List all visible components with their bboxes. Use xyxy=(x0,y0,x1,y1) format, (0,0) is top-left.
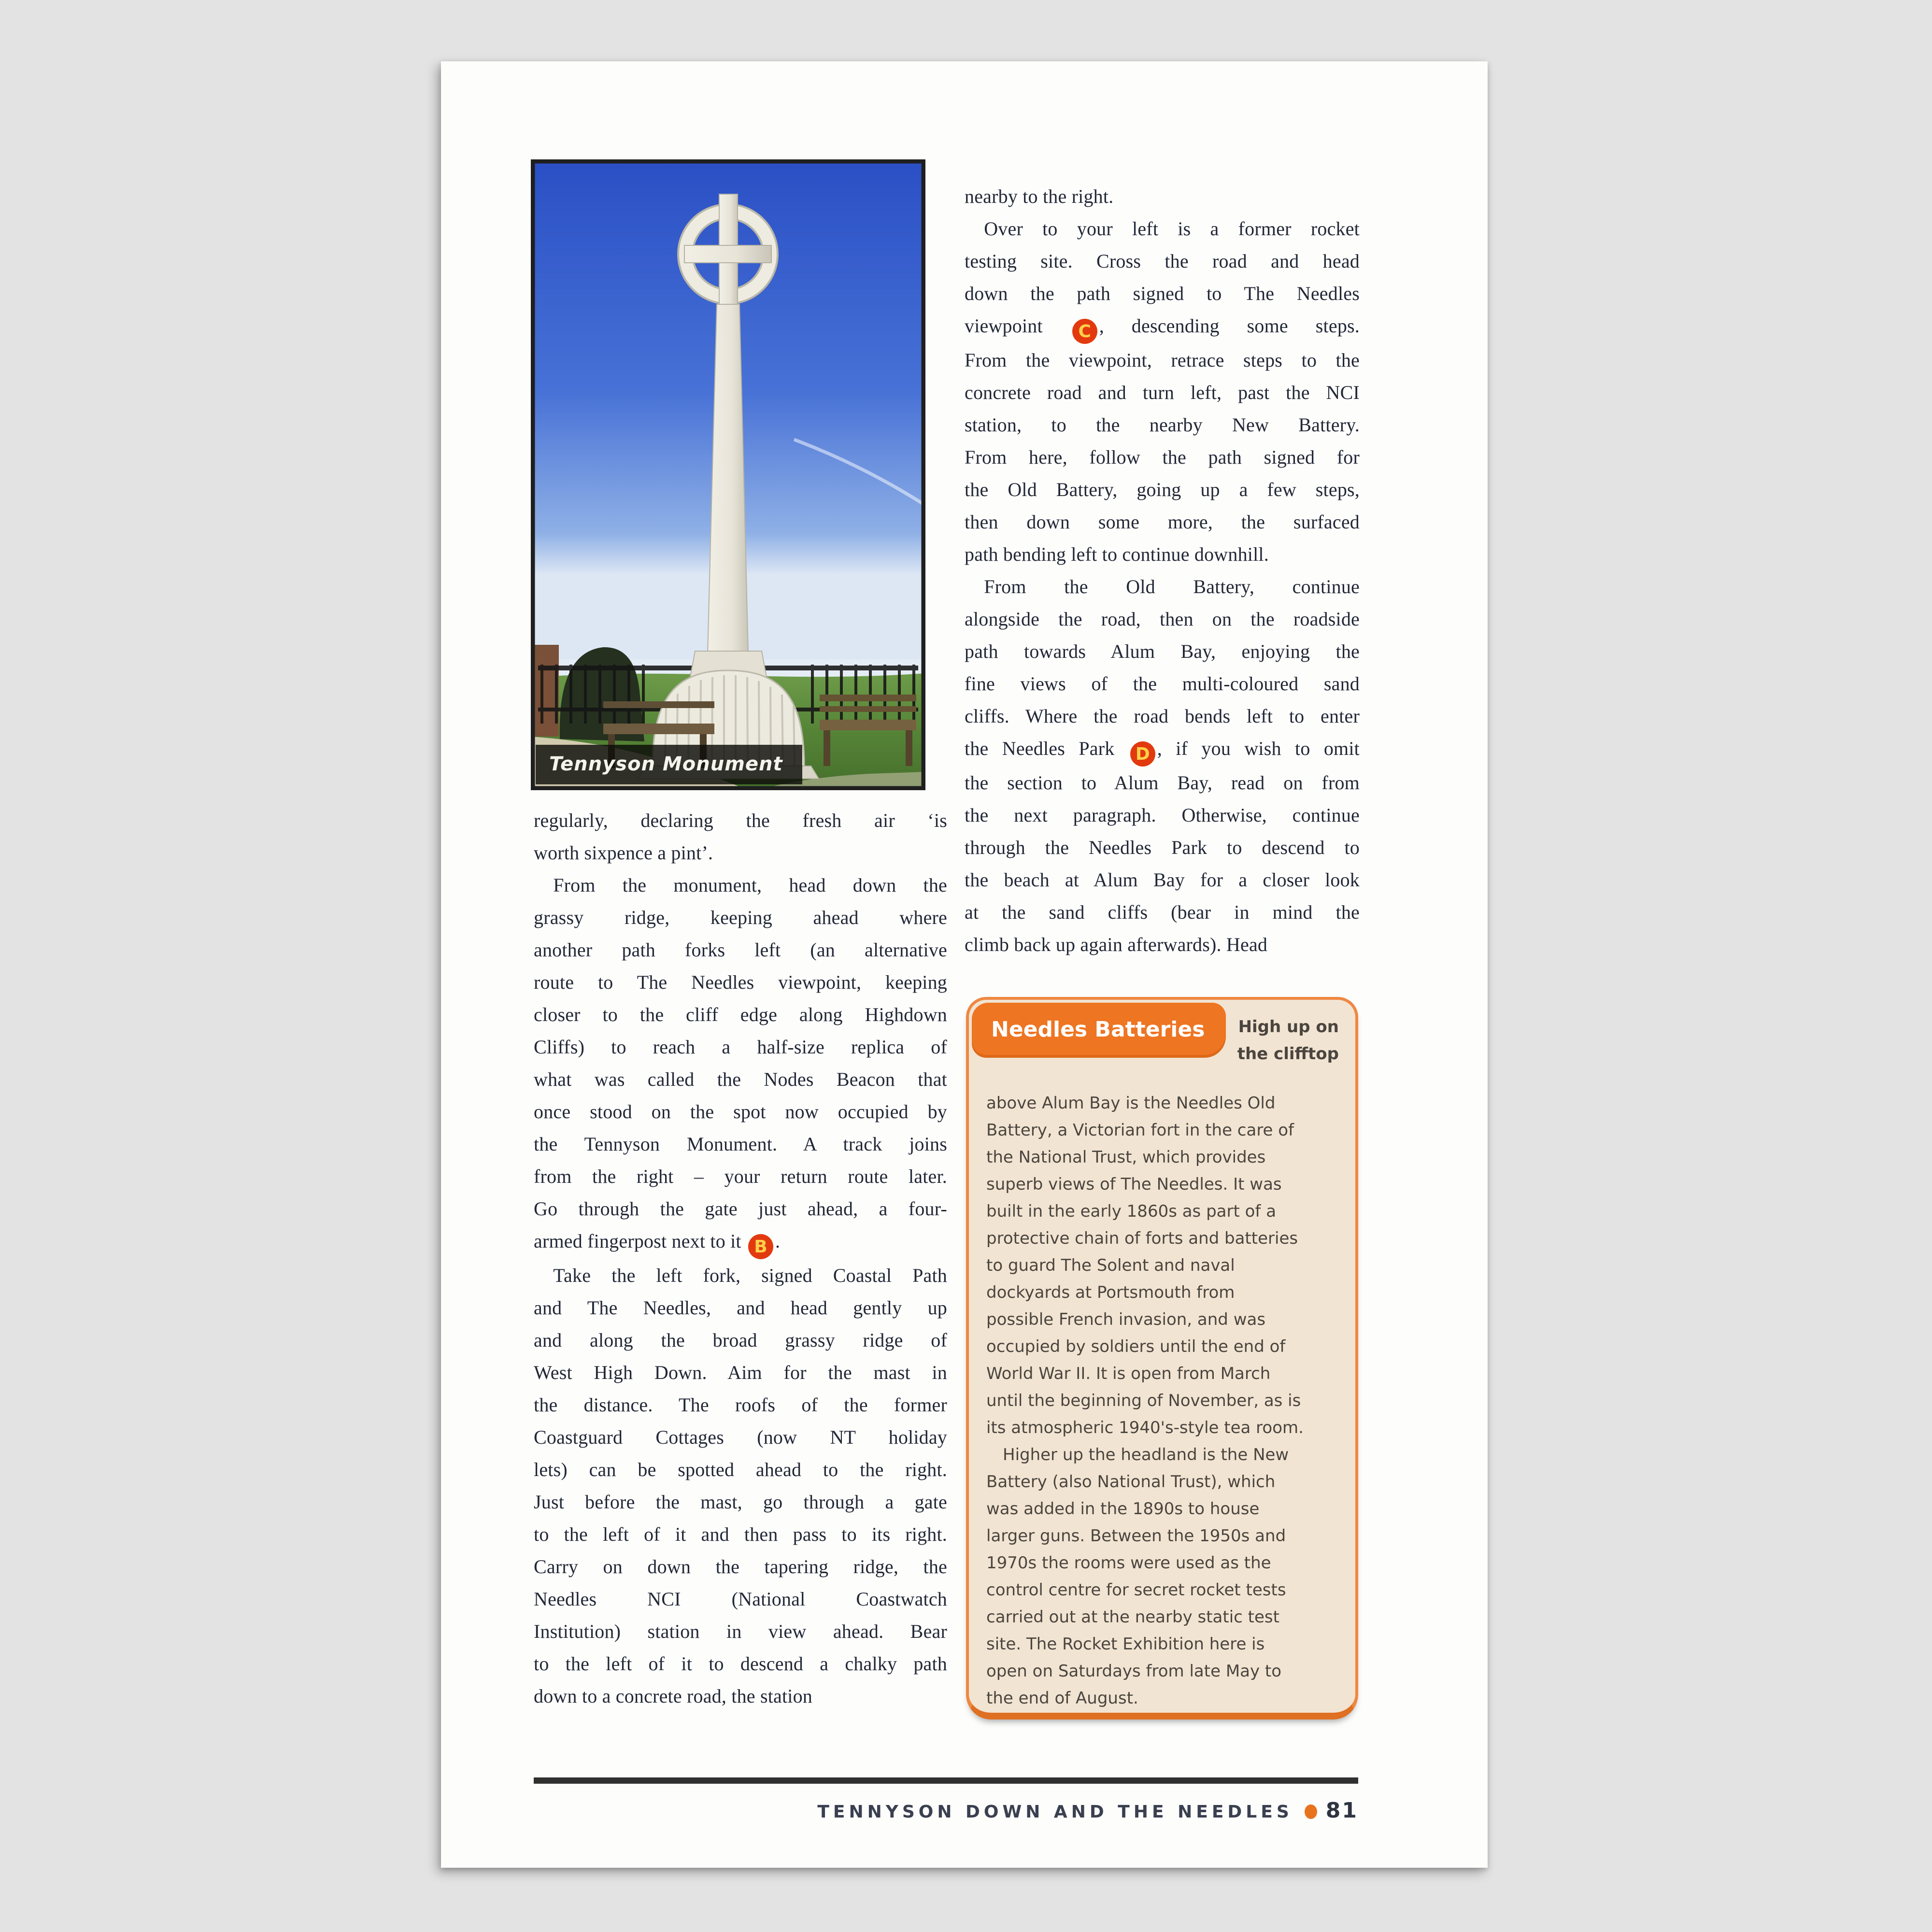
text-line: built in the early 1860s as part of a xyxy=(986,1202,1277,1221)
text-line: closer to the cliff edge along Highdown xyxy=(534,1004,947,1025)
text-line: the Needles Park D , if you wish to omit xyxy=(965,732,1360,767)
text-line: 1970s the rooms were used as the xyxy=(986,1553,1271,1573)
text-line: Higher up the headland is the New xyxy=(986,1445,1289,1464)
text-line: the end of August. xyxy=(986,1689,1138,1708)
text-line: concrete road and turn left, past the NCI xyxy=(965,382,1360,403)
text-line: grassy ridge, keeping ahead where xyxy=(534,907,947,928)
text-line: to guard The Solent and naval xyxy=(986,1256,1235,1275)
text-line: the beach at Alum Bay for a closer look xyxy=(965,869,1360,891)
text-line: the distance. The roofs of the former xyxy=(534,1394,947,1416)
text-line: the Tennyson Monument. A track joins xyxy=(534,1133,947,1155)
info-box-intro-line: High up on xyxy=(1238,1017,1339,1037)
text-line: station, to the nearby New Battery. xyxy=(965,414,1360,436)
info-box-intro-line: the clifftop xyxy=(1237,1044,1339,1064)
text-line: worth sixpence a pint’. xyxy=(534,842,713,864)
text-line: the National Trust, which provides xyxy=(986,1148,1266,1167)
text-line: down the path signed to The Needles xyxy=(965,283,1360,304)
text-line: site. The Rocket Exhibition here is xyxy=(986,1634,1265,1654)
route-marker-c-icon: C xyxy=(1072,319,1097,344)
text-line: Just before the mast, go through a gate xyxy=(534,1491,947,1513)
footer-page-number: 81 xyxy=(1325,1798,1358,1823)
monument-cross-horizontal xyxy=(684,245,771,263)
text-line: what was called the Nodes Beacon that xyxy=(534,1068,947,1090)
monument-photo xyxy=(531,159,925,790)
text-line: until the beginning of November, as is xyxy=(986,1391,1301,1410)
text-line: Battery (also National Trust), which xyxy=(986,1472,1276,1492)
monument-photo-illustration xyxy=(531,159,925,790)
info-box-title: Needles Batteries xyxy=(972,1003,1226,1058)
text-line: West High Down. Aim for the mast in xyxy=(534,1362,947,1383)
text-line: to the left of it to descend a chalky path xyxy=(534,1653,947,1675)
photo-brick-pillar xyxy=(531,645,559,737)
text-line: above Alum Bay is the Needles Old xyxy=(986,1094,1276,1113)
text-line: From here, follow the path signed for xyxy=(965,446,1360,468)
footer xyxy=(534,1798,1358,1823)
book-page xyxy=(441,61,1488,1868)
text-line: another path forks left (an alternative xyxy=(534,939,947,961)
text-line: alongside the road, then on the roadside xyxy=(965,608,1360,630)
info-box-needles-batteries xyxy=(966,997,1358,1719)
text-line: Needles NCI (National Coastwatch xyxy=(534,1588,947,1610)
info-box-body xyxy=(986,1090,1350,1712)
text-line: the Old Battery, going up a few steps, xyxy=(965,479,1360,500)
text-line: Carry on down the tapering ridge, the xyxy=(534,1556,947,1577)
text-line: armed fingerpost next to it B . xyxy=(534,1225,947,1259)
info-box-intro xyxy=(1237,1013,1339,1067)
text-line: larger guns. Between the 1950s and xyxy=(986,1526,1286,1546)
photo-caption: Tennyson Monument xyxy=(536,745,802,784)
text-line: From the Old Battery, continue xyxy=(965,576,1360,597)
text-line: the section to Alum Bay, read on from xyxy=(965,772,1360,794)
text-column-right xyxy=(965,180,1360,961)
text-column-left xyxy=(534,804,947,1712)
route-marker-b-icon: B xyxy=(748,1234,773,1259)
text-line: testing site. Cross the road and head xyxy=(965,250,1360,272)
text-line: possible French invasion, and was xyxy=(986,1310,1266,1329)
text-line: climb back up again afterwards). Head xyxy=(965,934,1268,955)
text-line: control centre for secret rocket tests xyxy=(986,1580,1286,1600)
text-line: down to a concrete road, the station xyxy=(534,1685,813,1707)
text-line: to the left of it and then pass to its right. xyxy=(534,1523,947,1545)
text-line: Cliffs) to reach a half-size replica of xyxy=(534,1036,947,1058)
text-line: nearby to the right. xyxy=(965,185,1114,207)
text-line: fine views of the multi-coloured sand xyxy=(965,673,1360,695)
text-line: Coastguard Cottages (now NT holiday xyxy=(534,1426,947,1448)
footer-dot-icon xyxy=(1305,1804,1317,1819)
text-line: viewpoint C , descending some steps. xyxy=(965,310,1360,344)
text-line: its atmospheric 1940's-style tea room. xyxy=(986,1418,1304,1437)
text-line: from the right – your return route later. xyxy=(534,1165,947,1187)
text-line: the next paragraph. Otherwise, continue xyxy=(965,804,1360,826)
text-line: regularly, declaring the fresh air ‘is xyxy=(534,810,947,831)
text-line: route to The Needles viewpoint, keeping xyxy=(534,971,947,993)
text-line: dockyards at Portsmouth from xyxy=(986,1283,1235,1302)
text-line: From the viewpoint, retrace steps to the xyxy=(965,349,1360,371)
text-line: cliffs. Where the road bends left to enter xyxy=(965,705,1360,727)
route-marker-d-icon: D xyxy=(1130,741,1155,767)
text-line: path bending left to continue downhill. xyxy=(965,543,1269,565)
text-line: Institution) station in view ahead. Bear xyxy=(534,1620,947,1642)
footer-title: TENNYSON DOWN AND THE NEEDLES xyxy=(817,1802,1293,1822)
text-line: Battery, a Victorian fort in the care of xyxy=(986,1121,1294,1140)
text-line: carried out at the nearby static test xyxy=(986,1607,1279,1627)
text-line: open on Saturdays from late May to xyxy=(986,1662,1282,1681)
text-line: then down some more, the surfaced xyxy=(965,511,1360,533)
text-line: World War II. It is open from March xyxy=(986,1364,1271,1383)
text-line: at the sand cliffs (bear in mind the xyxy=(965,901,1360,923)
text-line: Go through the gate just ahead, a four- xyxy=(534,1198,947,1220)
text-line: Over to your left is a former rocket xyxy=(965,218,1360,240)
text-line: was added in the 1890s to house xyxy=(986,1499,1260,1519)
text-line: From the monument, head down the xyxy=(534,874,947,896)
text-line: through the Needles Park to descend to xyxy=(965,837,1360,858)
text-line: protective chain of forts and batteries xyxy=(986,1229,1298,1248)
text-line: once stood on the spot now occupied by xyxy=(534,1101,947,1122)
text-line: path towards Alum Bay, enjoying the xyxy=(965,640,1360,662)
footer-rule xyxy=(534,1777,1358,1784)
text-line: and along the broad grassy ridge of xyxy=(534,1329,947,1351)
text-line: Take the left fork, signed Coastal Path xyxy=(534,1264,947,1286)
text-line: and The Needles, and head gently up xyxy=(534,1297,947,1319)
text-line: occupied by soldiers until the end of xyxy=(986,1337,1286,1356)
text-line: lets) can be spotted ahead to the right. xyxy=(534,1459,947,1480)
text-line: superb views of The Needles. It was xyxy=(986,1175,1282,1194)
